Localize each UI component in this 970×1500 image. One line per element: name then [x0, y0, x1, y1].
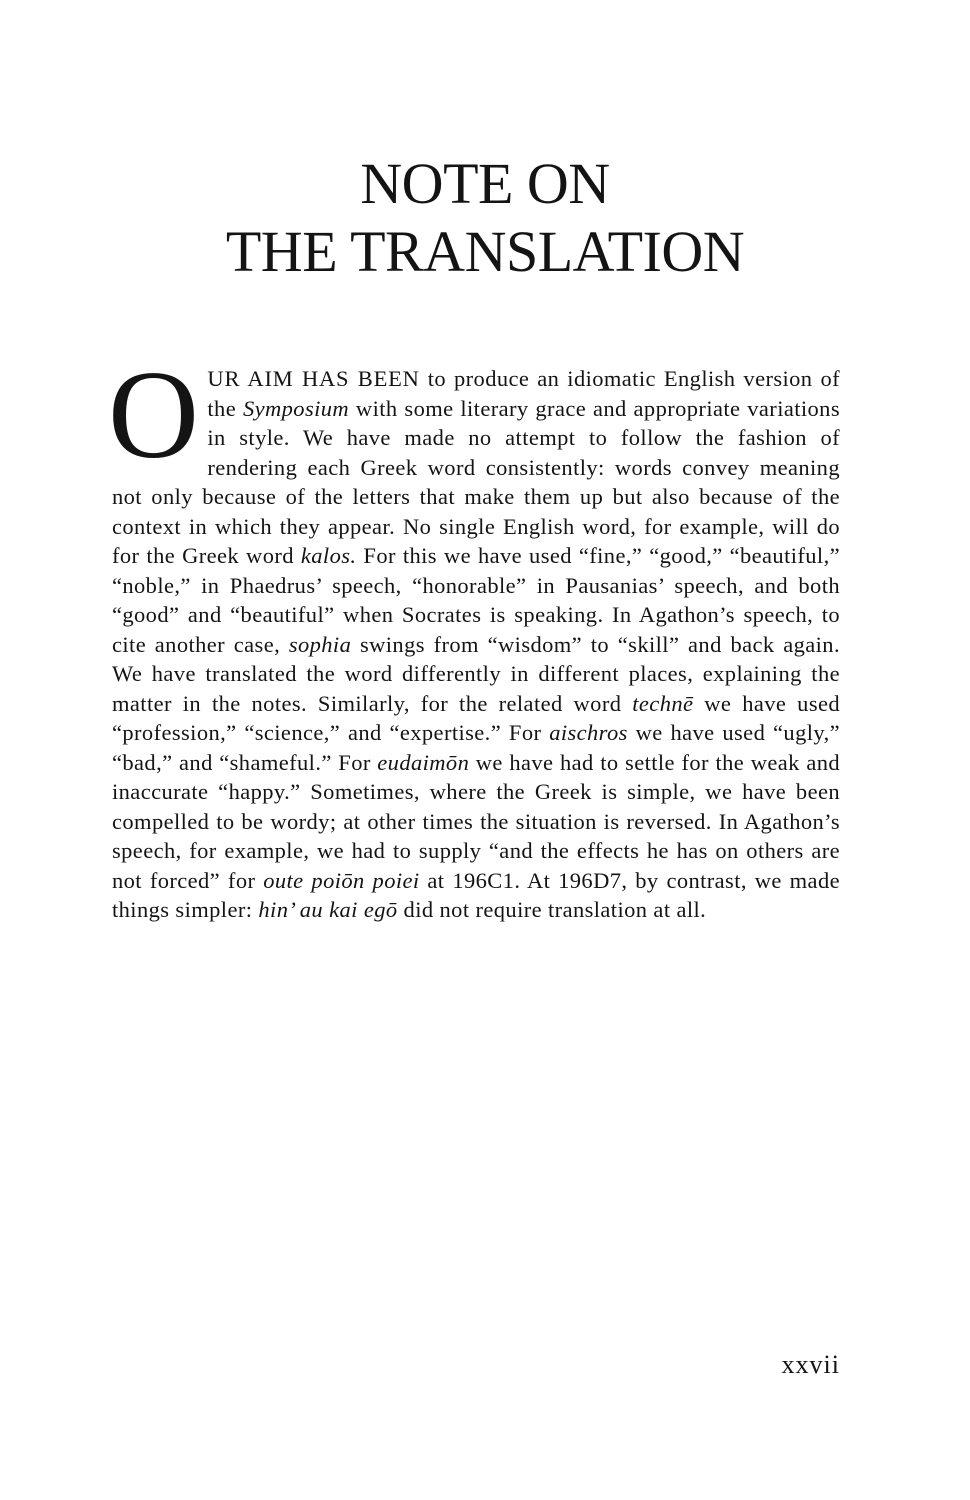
text-segment: swings from “wisdom” to “skill” and back again. We have translated the word differently in different places, explaining the matter in the notes. Similarly, for the related word — [112, 631, 840, 716]
italic-term-hin-au-kai-ego: hin’ au kai egō — [258, 897, 398, 922]
text-segment: we have had to settle for the weak and inaccurate “happy.” Sometimes, where the Greek is simple, we have been compelled to be wordy; at other times the situation is reversed. In Agathon’s speech, for example, we had to supply “and the effects he has on others are not forced” for — [112, 749, 841, 893]
text-segment: did not require translation at all. — [397, 897, 707, 922]
chapter-title-line-1: NOTE ON — [360, 151, 610, 216]
italic-term-kalos: kalos. — [300, 543, 357, 568]
page-number: xxvii — [781, 1350, 840, 1379]
chapter-title-line-2: THE TRANSLATION — [225, 219, 745, 284]
text-segment: with some literary grace and appropriate variations in style. We have made no attempt to follow the fashion of rendering each Greek word consistently: words convey meaning not only because of the letters that make them up but also because of the context in which they appear. No single English word, for example, will do for the Greek word — [112, 395, 840, 568]
text-segment: to produce an idiomatic English version of the — [207, 366, 840, 421]
italic-term-symposium: Symposium — [242, 395, 350, 421]
text-segment: at 196C1. At 196D7, by contrast, we made things simpler: — [112, 867, 840, 922]
text-segment: we have used “profession,” “science,” and “expertise.” For — [112, 690, 841, 745]
italic-term-sophia: sophia — [288, 631, 352, 657]
lead-in-caps: UR AIM HAS BEEN — [207, 366, 420, 391]
italic-term-oute-poion-poiei: oute poiōn poiei — [263, 867, 420, 893]
drop-cap: O — [108, 346, 200, 485]
italic-term-eudaimon: eudaimōn — [377, 749, 470, 775]
text-segment: we have used “ugly,” “bad,” and “shameful.” For — [112, 720, 840, 775]
text-segment: For this we have used “fine,” “good,” “beautiful,” “noble,” in Phaedrus’ speech, “honorable” in Pausanias’ speech, and both “good” and “beautiful” when Socrates is speaking. In Agathon’s speech, to cite another case, — [112, 543, 840, 657]
italic-term-techne: technē — [632, 690, 694, 716]
italic-term-aischros: aischros — [549, 720, 628, 745]
body-paragraph — [108, 346, 841, 925]
chapter-title — [0, 150, 970, 286]
